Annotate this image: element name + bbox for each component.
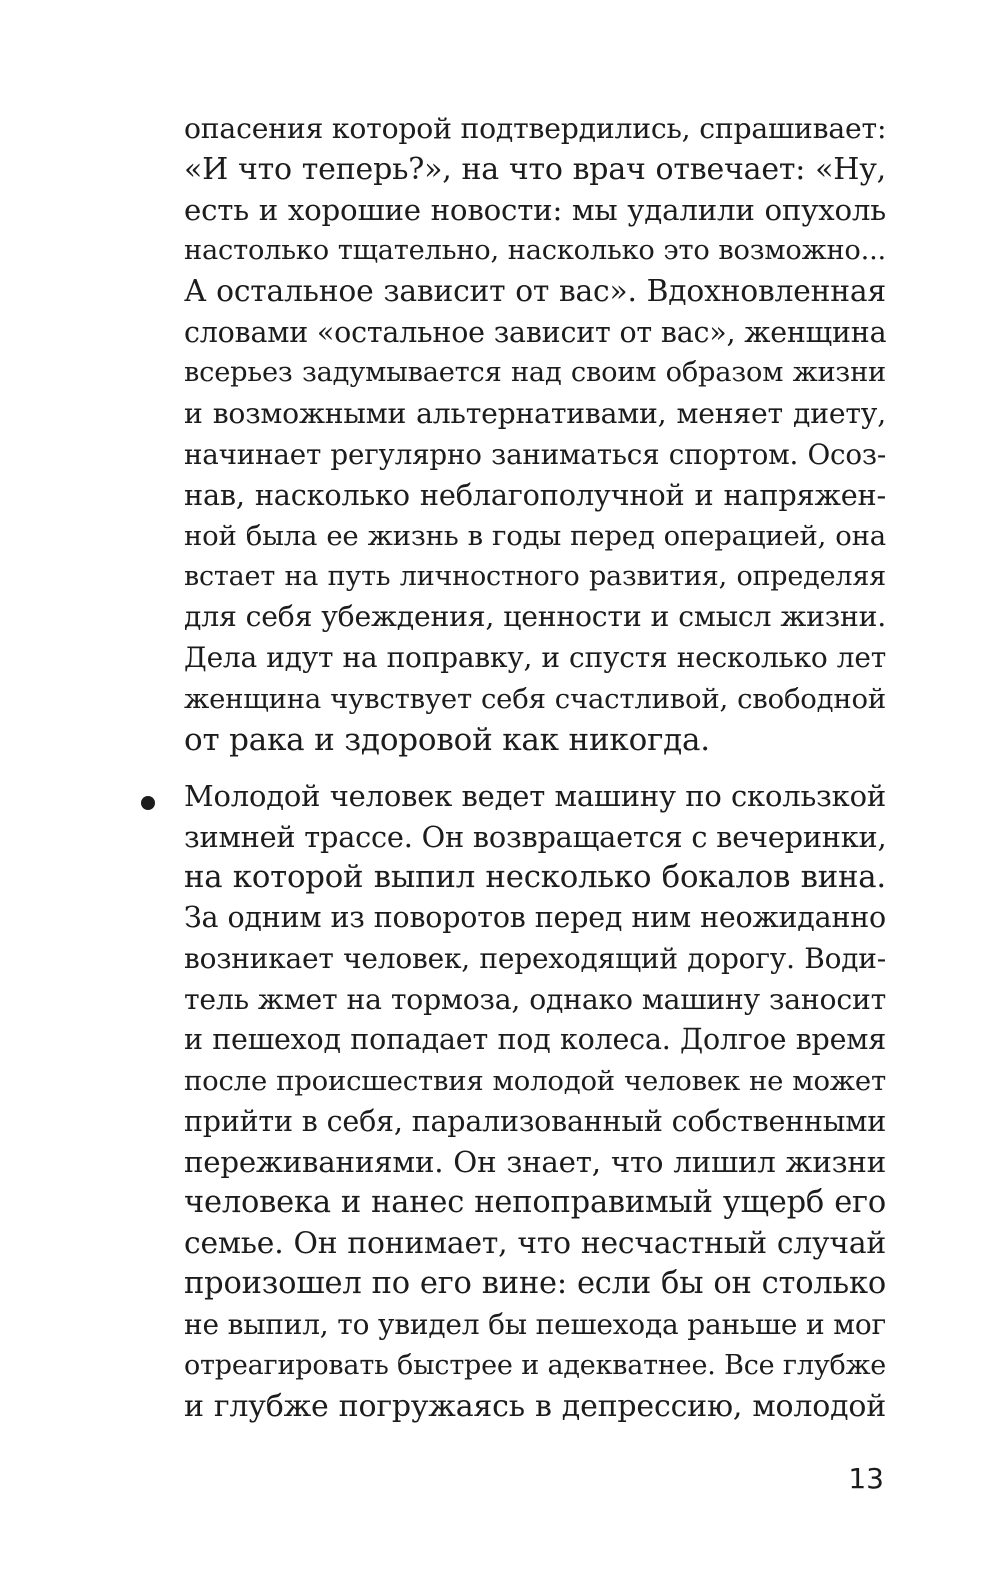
- text-line: тель жмет на тормоза, однако машину заносит: [184, 982, 886, 1016]
- text-line: «И что теперь?», на что врач отвечает: «Ну,: [184, 151, 886, 187]
- text-line: словами «остальное зависит от вас», женщина: [184, 315, 887, 349]
- text-line: опасения которой подтвердились, спрашивает:: [184, 112, 887, 145]
- text-line: За одним из поворотов перед ним неожиданно: [184, 901, 886, 935]
- text-line: от рака и здоровой как никогда.: [184, 721, 710, 758]
- text-line: начинает регулярно заниматься спортом. Осоз-: [184, 437, 886, 471]
- text-line: для себя убеждения, ценности и смысл жизни.: [184, 600, 886, 634]
- text-line: А остальное зависит от вас». Вдохновленная: [184, 273, 886, 309]
- text-line: после происшествия молодой человек не может: [184, 1064, 886, 1097]
- text-line: и возможными альтернативами, меняет диету,: [184, 396, 886, 430]
- text-line: есть и хорошие новости: мы удалили опухоль: [184, 193, 886, 228]
- text-line: и глубже погружаясь в депрессию, молодой: [184, 1388, 886, 1424]
- text-line: зимней трассе. Он возвращается с вечеринки,: [184, 819, 887, 854]
- text-line: всерьез задумывается над своим образом жизни: [184, 357, 886, 389]
- text-line: Дела идут на поправку, и спустя несколько лет: [184, 641, 886, 675]
- paragraph-continued: [184, 109, 886, 760]
- text-line: нав, насколько неблагополучной и напряжен-: [184, 478, 886, 513]
- text-line: женщина чувствует себя счастливой, свободной: [184, 682, 886, 715]
- text-line: возникает человек, переходящий дорогу. Води-: [184, 941, 886, 975]
- text-line: переживаниями. Он знает, что лишил жизни: [184, 1145, 886, 1180]
- bullet-icon: [141, 796, 155, 810]
- text-line: прийти в себя, парализованный собственными: [184, 1104, 886, 1138]
- text-line: человека и нанес непоправимый ущерб его: [184, 1185, 886, 1221]
- page-number: 13: [848, 1462, 884, 1495]
- paragraph-bullet-item: [184, 776, 886, 1427]
- text-line: ной была ее жизнь в годы перед операцией, она: [184, 520, 886, 553]
- text-line: и пешеход попадает под колеса. Долгое время: [184, 1023, 886, 1057]
- text-line: произошел по его вине: если бы он столько: [184, 1266, 886, 1302]
- text-line: на которой выпил несколько бокалов вина.: [184, 859, 886, 896]
- text-line: отреагировать быстрее и адекватнее. Все глубже: [184, 1349, 886, 1381]
- text-line: семье. Он понимает, что несчастный случай: [184, 1225, 886, 1261]
- text-line: встает на путь личностного развития, определяя: [184, 560, 886, 592]
- text-line: не выпил, то увидел бы пешехода раньше и мог: [184, 1308, 886, 1342]
- text-line: Молодой человек ведет машину по скользкой: [184, 779, 886, 813]
- text-line: настолько тщательно, насколько это возможно...: [184, 235, 886, 267]
